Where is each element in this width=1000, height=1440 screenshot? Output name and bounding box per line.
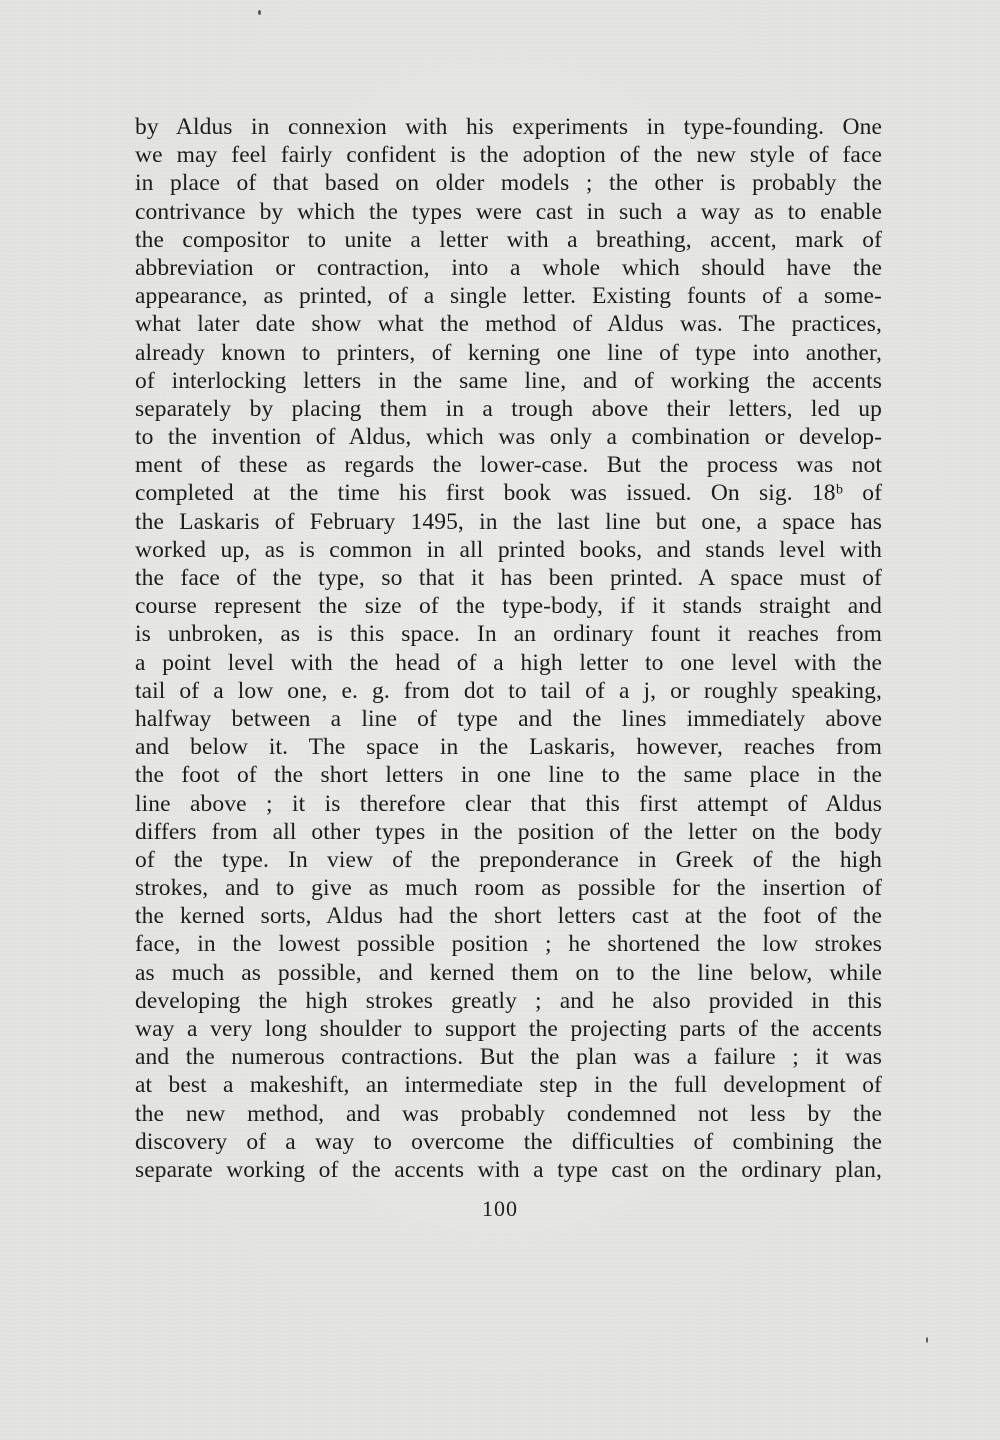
text-line: is unbroken, as is this space. In an ordinary fount it reaches from	[135, 621, 882, 648]
text-line: the kerned sorts, Aldus had the short letters cast at the foot of the	[135, 903, 882, 930]
text-line: the new method, and was probably condemned not less by the	[135, 1100, 882, 1127]
text-line: appearance, as printed, of a single letter. Existing founts of a some-	[135, 283, 882, 310]
text-line: a point level with the head of a high letter to one level with the	[135, 649, 882, 676]
text-line: in place of that based on older models ; the other is probably the	[135, 170, 882, 197]
text-line: abbreviation or contraction, into a whole which should have the	[135, 254, 882, 281]
text-line: we may feel fairly confident is the adoption of the new style of face	[135, 142, 882, 169]
text-line: as much as possible, and kerned them on to the line below, while	[135, 959, 882, 986]
text-line: differs from all other types in the position of the letter on the body	[135, 818, 882, 845]
text-line: tail of a low one, e. g. from dot to tail of a j, or roughly speaking,	[135, 677, 882, 704]
text-line: face, in the lowest possible position ; he shortened the low strokes	[135, 931, 882, 958]
text-line: halfway between a line of type and the lines immediately above	[135, 705, 882, 732]
text-line: completed at the time his first book was issued. On sig. 18ᵇ of	[135, 480, 882, 507]
text-line: already known to printers, of kerning one line of type into another,	[135, 339, 882, 366]
text-line: course represent the size of the type-body, if it stands straight and	[135, 593, 882, 620]
text-line: the compositor to unite a letter with a breathing, accent, mark of	[135, 226, 882, 253]
text-line: ment of these as regards the lower-case. But the process was not	[135, 452, 882, 479]
text-line: by Aldus in connexion with his experiments in type-founding. One	[135, 114, 882, 140]
body-text	[135, 113, 882, 1184]
text-line: and below it. The space in the Laskaris, however, reaches from	[135, 734, 882, 761]
text-line: worked up, as is common in all printed books, and stands level with	[135, 536, 882, 563]
text-line: developing the high strokes greatly ; and he also provided in this	[135, 987, 882, 1014]
text-line: of interlocking letters in the same line, and of working the accents	[135, 367, 882, 394]
text-line: and the numerous contractions. But the plan was a failure ; it was	[135, 1044, 882, 1071]
text-line: separate working of the accents with a type cast on the ordinary plan,	[135, 1156, 882, 1183]
text-line: contrivance by which the types were cast in such a way as to enable	[135, 198, 882, 225]
text-line: what later date show what the method of Aldus was. The practices,	[135, 311, 882, 338]
text-line: strokes, and to give as much room as possible for the insertion of	[135, 875, 882, 902]
text-line: at best a makeshift, an intermediate step in the full development of	[135, 1072, 882, 1099]
text-line: to the invention of Aldus, which was only a combination or develop-	[135, 424, 882, 451]
page-number: 100	[482, 1196, 518, 1221]
text-line: of the type. In view of the preponderance in Greek of the high	[135, 846, 882, 873]
text-line: discovery of a way to overcome the difficulties of combining the	[135, 1128, 882, 1155]
text-line: the Laskaris of February 1495, in the last line but one, a space has	[135, 508, 882, 535]
text-line: way a very long shoulder to support the projecting parts of the accents	[135, 1016, 882, 1042]
text-line: separately by placing them in a trough above their letters, led up	[135, 395, 882, 422]
text-line: the face of the type, so that it has been printed. A space must of	[135, 565, 882, 591]
paper-speck	[926, 1337, 928, 1343]
text-line: line above ; it is therefore clear that this first attempt of Aldus	[135, 790, 882, 817]
text-line: the foot of the short letters in one line to the same place in the	[135, 762, 882, 789]
paper-speck	[258, 10, 261, 15]
